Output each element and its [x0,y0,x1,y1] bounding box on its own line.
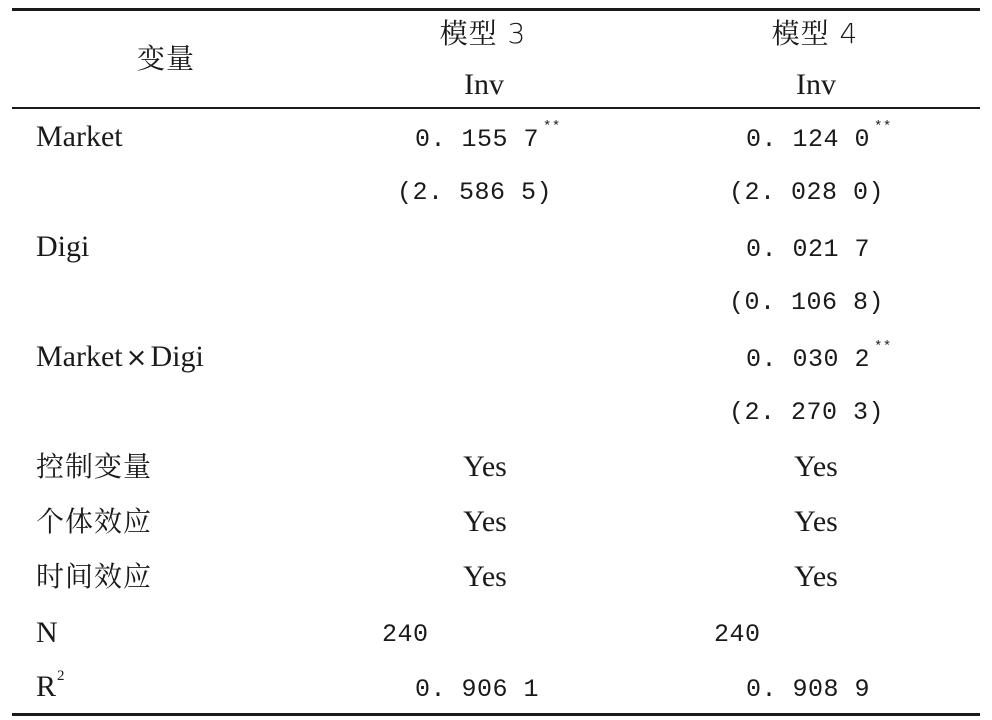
market-m4-coefficient [746,119,892,154]
r-squared-m3: 0. 906 1 [415,675,540,704]
interaction-times-symbol: × [125,343,148,373]
r-squared-exponent: 2 [57,668,65,684]
row-label-time-effects: 时间效应 [36,560,153,593]
row-label-controls: 控制变量 [36,450,153,483]
interaction-m4-tstat: (2. 270 3) [729,398,885,427]
row-label-n: N [36,616,58,649]
market-m4-tstat: (2. 028 0) [729,178,885,207]
market-m3-significance: ** [543,119,561,135]
row-label-market: Market [36,120,123,153]
digi-m4-coefficient: 0. 021 7 [746,235,871,264]
interaction-m4-coef-value: 0. 030 2 [746,345,871,374]
interaction-m4-significance: ** [874,339,892,355]
controls-m4: Yes [794,450,838,483]
market-m3-tstat: (2. 586 5) [397,178,553,207]
time-effects-m3: Yes [463,560,507,593]
individual-effects-m3: Yes [463,505,507,538]
row-label-interaction [36,342,204,372]
header-model-3-dependent: Inv [464,68,504,101]
market-m3-coefficient [415,119,561,154]
interaction-right-term: Digi [150,340,204,373]
interaction-m4-coefficient [746,339,892,374]
time-effects-m4: Yes [794,560,838,593]
n-m3: 240 [382,620,429,649]
interaction-left-term: Market [36,340,123,373]
table-bottom-rule [12,713,980,716]
row-label-digi: Digi [36,230,90,263]
table-top-rule [12,8,980,11]
r-squared-base: R [36,670,57,703]
header-model-4-dependent: Inv [796,68,836,101]
header-model-3: 模型 3 [439,17,527,50]
header-model-4: 模型 4 [771,17,859,50]
row-label-r-squared [36,668,65,703]
digi-m4-tstat: (0. 106 8) [729,288,885,317]
individual-effects-m4: Yes [794,505,838,538]
r-squared-m4: 0. 908 9 [746,675,871,704]
row-label-individual-effects: 个体效应 [36,505,153,538]
market-m3-coef-value: 0. 155 7 [415,125,540,154]
table-header-rule [12,107,980,109]
market-m4-significance: ** [874,119,892,135]
market-m4-coef-value: 0. 124 0 [746,125,871,154]
n-m4: 240 [714,620,761,649]
header-variable: 变量 [136,42,196,75]
controls-m3: Yes [463,450,507,483]
